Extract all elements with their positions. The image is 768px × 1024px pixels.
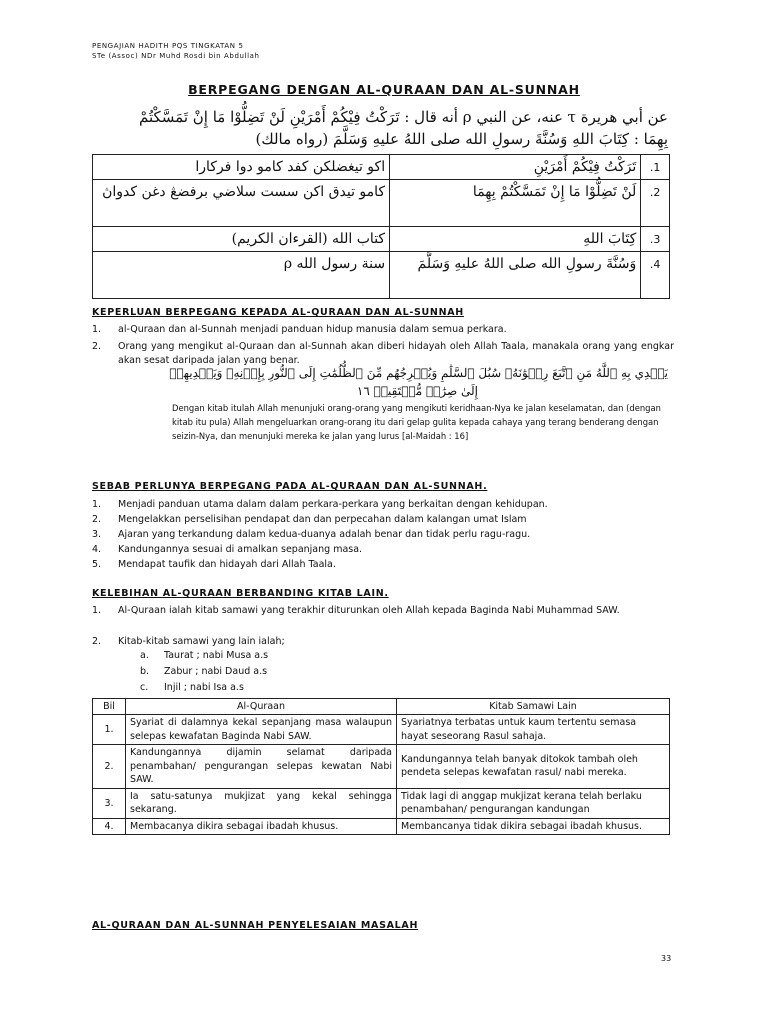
arabic-phrase-cell: وَسُنَّةَ رسولِ الله صلى اللهُ عليهِ وَسَلَّمَ bbox=[390, 252, 641, 299]
table-row bbox=[93, 788, 670, 818]
list-text: Mendapat taufik dan hidayah dari Allah Taala. bbox=[118, 559, 336, 570]
sub-list-item bbox=[140, 682, 244, 693]
sub-list-item bbox=[140, 650, 268, 661]
list-text: Orang yang mengikut al-Quraan dan al-Sunnah akan diberi hidayah oleh Allah Taala, manakala orang yang engkar akan sesat daripada jalan yang benar. bbox=[118, 341, 674, 366]
sub-list-letter: b. bbox=[140, 666, 150, 677]
list-item bbox=[92, 340, 674, 367]
list-text: Mengelakkan perselisihan pendapat dan dan perpecahan dalam kalangan umat Islam bbox=[118, 514, 527, 525]
translation-row bbox=[93, 180, 670, 227]
list-item bbox=[92, 543, 674, 557]
list-text: Kitab-kitab samawi yang lain ialah; bbox=[118, 636, 285, 647]
section-heading-penyelesaian: AL-QURAAN DAN AL-SUNNAH PENYELESAIAN MASALAH bbox=[92, 920, 419, 931]
translation-row bbox=[93, 252, 670, 299]
comparison-table bbox=[92, 698, 670, 835]
hadith-line-1: عن أبي هريرة τ عنه، عن النبي ρ أنه قال : تَرَكْتُ فِيْكُمْ أَمْرَيْنِ لَنْ تَضِلُّوْا مَا إِنْ تَمَسَّكْتُمْ bbox=[139, 108, 668, 126]
sub-list-item bbox=[140, 666, 267, 677]
kitab-lain-cell: Tidak lagi di anggap mukjizat kerana telah berlaku penambahan/ pengurangan kandungan bbox=[397, 788, 670, 818]
al-quraan-cell: Kandungannya dijamin selamat daripada penambahan/ pengurangan selepas kewatan Nabi SAW. bbox=[126, 745, 397, 789]
list-number: 1. bbox=[92, 605, 102, 616]
list-number: 4. bbox=[92, 544, 102, 555]
malay-jawi-cell: اکو تيغضلکن کفد کامو دوا فرکارا bbox=[93, 155, 390, 180]
list-number: 5. bbox=[92, 559, 102, 570]
list-text: Kandungannya sesuai di amalkan sepanjang masa. bbox=[118, 544, 363, 555]
list-text: al-Quraan dan al-Sunnah menjadi panduan hidup manusia dalam semua perkara. bbox=[118, 324, 507, 335]
malay-jawi-cell: کامو تيدق اکن سست سلاضي برفضڠ دغن کدواڽ bbox=[93, 180, 390, 227]
al-quraan-cell: Membacanya dikira sebagai ibadah khusus. bbox=[126, 818, 397, 835]
hadith-line-2: بِهِمَا : كِتَابَ اللهِ وَسُنَّةَ رسولِ الله صلى اللهُ عليهِ وَسَلَّمَ (رواه مالك) bbox=[255, 130, 668, 148]
table-row bbox=[93, 818, 670, 835]
row-number: .1 bbox=[641, 155, 670, 180]
arabic-phrase-cell: تَرَكْتُ فِيْكُمْ أَمْرَيْنِ bbox=[390, 155, 641, 180]
malay-jawi-cell: سنة رسول الله ρ bbox=[93, 252, 390, 299]
list-text: Ajaran yang terkandung dalam kedua-duanya adalah benar dan tidak perlu ragu-ragu. bbox=[118, 529, 531, 540]
row-number: .3 bbox=[641, 227, 670, 252]
list-item bbox=[92, 528, 674, 542]
list-number: 1. bbox=[92, 499, 102, 510]
section-heading-kelebihan: KELEBIHAN AL-QURAAN BERBANDING KITAB LAIN. bbox=[92, 588, 389, 599]
header-author: STe (Assoc) NDr Muhd Rosdi bin Abdullah bbox=[92, 52, 260, 60]
row-number: 2. bbox=[93, 745, 126, 789]
page-title: BERPEGANG DENGAN AL-QURAAN DAN AL-SUNNAH bbox=[188, 82, 580, 97]
list-number: 1. bbox=[92, 324, 102, 335]
sub-list-text: Zabur ; nabi Daud a.s bbox=[164, 666, 268, 677]
table-row bbox=[93, 745, 670, 789]
column-header-al-quraan: Al-Quraan bbox=[126, 699, 397, 715]
list-item bbox=[92, 604, 674, 618]
kitab-lain-cell: Membancanya tidak dikira sebagai ibadah khusus. bbox=[397, 818, 670, 835]
table-row bbox=[93, 715, 670, 745]
row-number: 1. bbox=[93, 715, 126, 745]
list-number: 3. bbox=[92, 529, 102, 540]
list-number: 2. bbox=[92, 514, 102, 525]
arabic-phrase-cell: لَنْ تَضِلُّوْا مَا إِنْ تَمَسَّكْتُمْ بِهِمَا bbox=[390, 180, 641, 227]
kitab-lain-cell: Syariatnya terbatas untuk kaum tertentu semasa hayat seseorang Rasul sahaja. bbox=[397, 715, 670, 745]
sub-list-text: Taurat ; nabi Musa a.s bbox=[164, 650, 269, 661]
quran-verse-line-1: يَهۡدِي بِهِ ٱللَّهُ مَنِ ٱتَّبَعَ رِضۡوَٰنَهُۥ سُبُلَ ٱلسَّلَٰمِ وَيُخۡرِجُهُم مِّنَ ٱلظُّلُمَٰتِ إِلَى ٱلنُّورِ بِإِذۡنِهِۦ وَيَهۡدِيهِمۡ bbox=[169, 366, 668, 380]
page-number: 33 bbox=[661, 954, 672, 963]
row-number: 4. bbox=[93, 818, 126, 835]
arabic-phrase-cell: كِتَابَ اللهِ bbox=[390, 227, 641, 252]
sub-list-text: Injil ; nabi Isa a.s bbox=[164, 682, 244, 693]
list-item bbox=[92, 323, 674, 337]
al-quraan-cell: Ia satu-satunya mukjizat yang kekal sehingga sekarang. bbox=[126, 788, 397, 818]
list-text: Al-Quraan ialah kitab samawi yang terakhir diturunkan oleh Allah kepada Baginda Nabi Muhammad SAW. bbox=[118, 605, 620, 616]
translation-row bbox=[93, 155, 670, 180]
section-heading-sebab: SEBAB PERLUNYA BERPEGANG PADA AL-QURAAN DAN AL-SUNNAH. bbox=[92, 481, 488, 492]
header-course-title: PENGAJIAN HADITH PQS TINGKATAN 5 bbox=[92, 42, 244, 50]
row-number: .4 bbox=[641, 252, 670, 299]
malay-jawi-cell: کتاب الله (القرءان الكريم) bbox=[93, 227, 390, 252]
list-number: 2. bbox=[92, 341, 102, 352]
column-header-bil: Bil bbox=[93, 699, 126, 715]
list-item bbox=[92, 513, 674, 527]
list-number: 2. bbox=[92, 636, 102, 647]
al-quraan-cell: Syariat di dalamnya kekal sepanjang masa walaupun selepas kewafatan Baginda Nabi SAW. bbox=[126, 715, 397, 745]
sub-list-letter: a. bbox=[140, 650, 149, 661]
list-item bbox=[92, 498, 674, 512]
table-header-row bbox=[93, 699, 670, 715]
translation-row bbox=[93, 227, 670, 252]
row-number: .2 bbox=[641, 180, 670, 227]
sub-list-letter: c. bbox=[140, 682, 149, 693]
list-item bbox=[92, 635, 674, 649]
row-number: 3. bbox=[93, 788, 126, 818]
kitab-lain-cell: Kandungannya telah banyak ditokok tambah oleh pendeta selepas kewafatan rasul/ nabi mereka. bbox=[397, 745, 670, 789]
section-heading-keperluan: KEPERLUAN BERPEGANG KEPADA AL-QURAAN DAN AL-SUNNAH bbox=[92, 307, 464, 318]
translation-table bbox=[92, 154, 670, 299]
list-text: Menjadi panduan utama dalam dalam perkara-perkara yang berkaitan dengan kehidupan. bbox=[118, 499, 548, 510]
column-header-kitab-samawi-lain: Kitab Samawi Lain bbox=[397, 699, 670, 715]
verse-translation: Dengan kitab itulah Allah menunjuki orang-orang yang mengikuti keridhaan-Nya ke jalan keselamatan, dan (dengan kitab itu pula) Allah mengeluarkan orang-orang itu dari gelap gulita kepada cahaya yang terang benderang dengan seizin-Nya, dan menunjuki mereka ke jalan yang lurus [al-Maidah : 16] bbox=[172, 403, 661, 441]
list-item bbox=[92, 558, 674, 572]
quran-verse-line-2: إِلَىٰ صِرَٰطٖ مُّسۡتَقِيمٖ ١٦ bbox=[356, 384, 478, 398]
